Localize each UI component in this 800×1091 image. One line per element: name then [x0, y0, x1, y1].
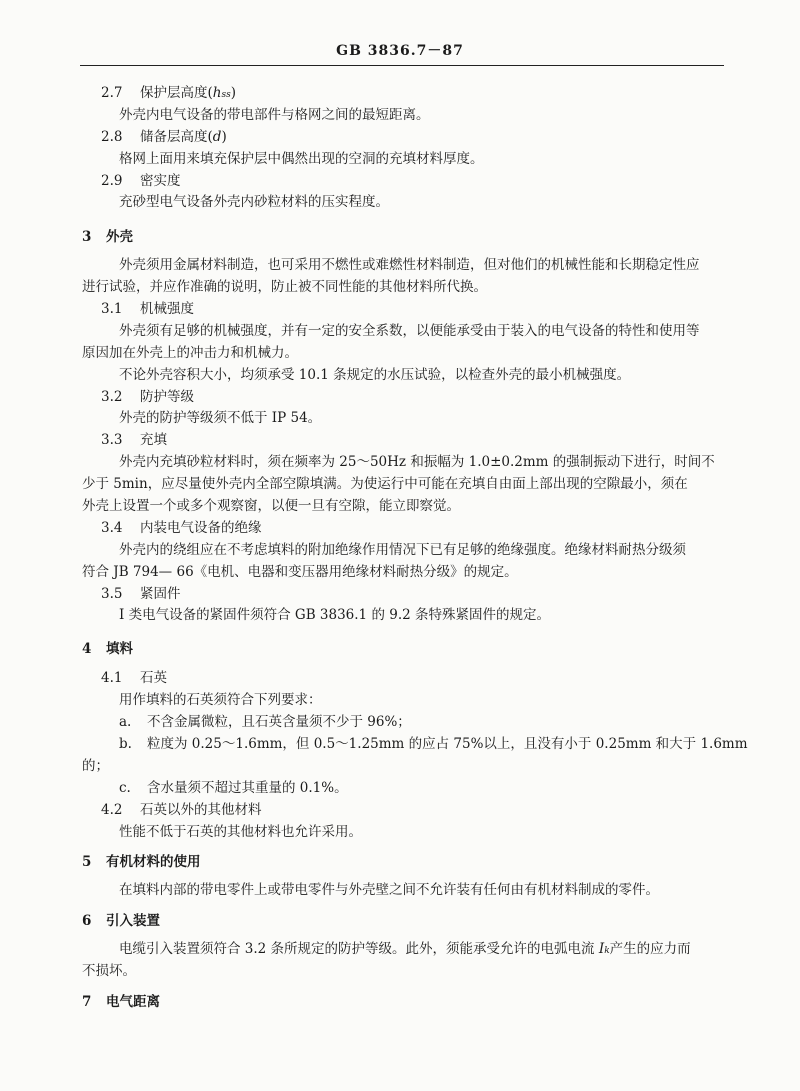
section-5-body: 在填料内部的带电零件上或带电零件与外壳壁之间不允许装有任何由有机材料制成的零件。: [119, 882, 659, 898]
s28-title-a: 储备层高度(: [140, 129, 213, 145]
section-6-number: 6: [82, 913, 92, 929]
section-3-3-number: 3.3: [101, 432, 123, 448]
section-7-title: 电气距离: [106, 994, 160, 1010]
section-3-para-line-2: 进行试验，并应作准确的说明，防止被不同性能的其他材料所代换。: [82, 279, 487, 295]
section-4-2-number: 4.2: [101, 802, 123, 818]
section-3-4-para-line-1: 外壳内的绕组应在不考虑填料的附加绝缘作用情况下已有足够的绝缘强度。绝缘材料耐热分级须: [119, 542, 686, 558]
s6-text-b: 产生的应力而: [609, 941, 691, 957]
list-item-c: 含水量须不超过其重量的 0.1%。: [147, 780, 348, 796]
list-item-b-line-1: 粒度为 0.25～1.6mm，但 0.5～1.25mm 的应占 75%以上，且没有小于 0.25mm 和大于 1.6mm: [147, 736, 748, 752]
section-2-9-body: 充砂型电气设备外壳内砂粒材料的压实程度。: [119, 194, 389, 210]
s6-text-a: 电缆引入装置须符合 3.2 条所规定的防护等级。此外，须能承受允许的电弧电流: [119, 941, 595, 957]
s6-current-var: I: [598, 941, 605, 957]
section-5-number: 5: [82, 854, 92, 870]
section-4-title: 填料: [106, 641, 133, 657]
section-3-5-body: I 类电气设备的紧固件须符合 GB 3836.1 的 9.2 条特殊紧固件的规定。: [119, 607, 550, 623]
section-2-8-number: 2.8: [101, 129, 123, 145]
section-3-1-title: 机械强度: [140, 301, 194, 317]
s27-title-a: 保护层高度(: [140, 85, 213, 101]
list-item-c-label: c.: [119, 780, 131, 796]
list-item-b-line-2: 的；: [82, 758, 109, 774]
section-3-title: 外壳: [106, 229, 133, 245]
section-3-3-para-line-2: 少于 5min，应尽量使外壳内全部空隙填满。为使运行中可能在充填自由面上部出现的空隙最小，须在: [82, 476, 688, 492]
section-7-number: 7: [82, 994, 92, 1010]
s6-current-sub: k: [604, 946, 610, 956]
section-3-3-title: 充填: [140, 432, 167, 448]
header-rule: [80, 65, 724, 66]
s28-title-b: ): [221, 129, 227, 145]
section-4-2-title: 石英以外的其他材料: [140, 802, 262, 818]
section-3-2-body: 外壳的防护等级须不低于 IP 54。: [119, 410, 322, 426]
section-2-7-number: 2.7: [101, 85, 123, 101]
section-4-1-title: 石英: [140, 670, 167, 686]
section-3-1-para-line-3: 不论外壳容积大小，均须承受 10.1 条规定的水压试验，以检查外壳的最小机械强度。: [119, 367, 631, 383]
section-2-8-title: [140, 128, 227, 146]
section-2-9-number: 2.9: [101, 173, 123, 189]
section-3-5-number: 3.5: [101, 586, 123, 602]
section-2-7-title: [140, 84, 236, 104]
section-4-2-body: 性能不低于石英的其他材料也允许采用。: [119, 824, 362, 840]
list-item-a-label: a.: [119, 714, 132, 730]
section-4-number: 4: [82, 641, 92, 657]
section-3-4-title: 内装电气设备的绝缘: [140, 520, 262, 536]
s28-title-d: d: [212, 129, 222, 145]
section-5-title: 有机材料的使用: [106, 854, 201, 870]
section-3-3-para-line-1: 外壳内充填砂粒材料时，须在频率为 25～50Hz 和振幅为 1.0±0.2mm 的强制振动下进行，时间不: [119, 454, 715, 470]
section-3-2-number: 3.2: [101, 389, 123, 405]
section-3-3-para-line-3: 外壳上设置一个或多个观察窗，以便一旦有空隙，能立即察觉。: [82, 498, 460, 514]
section-3-4-para-line-2: 符合 JB 794— 66《电机、电器和变压器用绝缘材料耐热分级》的规定。: [82, 564, 518, 580]
section-6-para-line-1: [119, 940, 691, 960]
section-6-title: 引入装置: [106, 913, 160, 929]
section-3-4-number: 3.4: [101, 520, 123, 536]
s27-title-h: h: [212, 85, 222, 101]
section-3-1-para-line-1: 外壳须有足够的机械强度，并有一定的安全系数，以便能承受由于装入的电气设备的特性和使用等: [119, 323, 700, 339]
section-2-8-body: 格网上面用来填充保护层中偶然出现的空洞的充填材料厚度。: [119, 151, 484, 167]
section-3-1-para-line-2: 原因加在外壳上的冲击力和机械力。: [82, 345, 298, 361]
section-3-5-title: 紧固件: [140, 586, 181, 602]
section-3-number: 3: [82, 229, 92, 245]
section-4-1-intro: 用作填料的石英须符合下列要求：: [119, 692, 322, 708]
section-2-7-body: 外壳内电气设备的带电部件与格网之间的最短距离。: [119, 107, 430, 123]
standard-code-header: GB 3836.7－87: [336, 43, 464, 59]
section-3-2-title: 防护等级: [140, 389, 194, 405]
list-item-b-label: b.: [119, 736, 132, 752]
section-6-para-line-2: 不损坏。: [82, 963, 136, 979]
section-2-9-title: 密实度: [140, 173, 181, 189]
section-3-1-number: 3.1: [101, 301, 123, 317]
list-item-a: 不含金属微粒，且石英含量须不少于 96%；: [147, 714, 411, 730]
section-4-1-number: 4.1: [101, 670, 123, 686]
section-3-para-line-1: 外壳须用金属材料制造，也可采用不燃性或难燃性材料制造，但对他们的机械性能和长期稳定性应: [119, 257, 700, 273]
s27-title-b: ): [230, 85, 237, 101]
s27-title-sub: ss: [221, 90, 231, 100]
